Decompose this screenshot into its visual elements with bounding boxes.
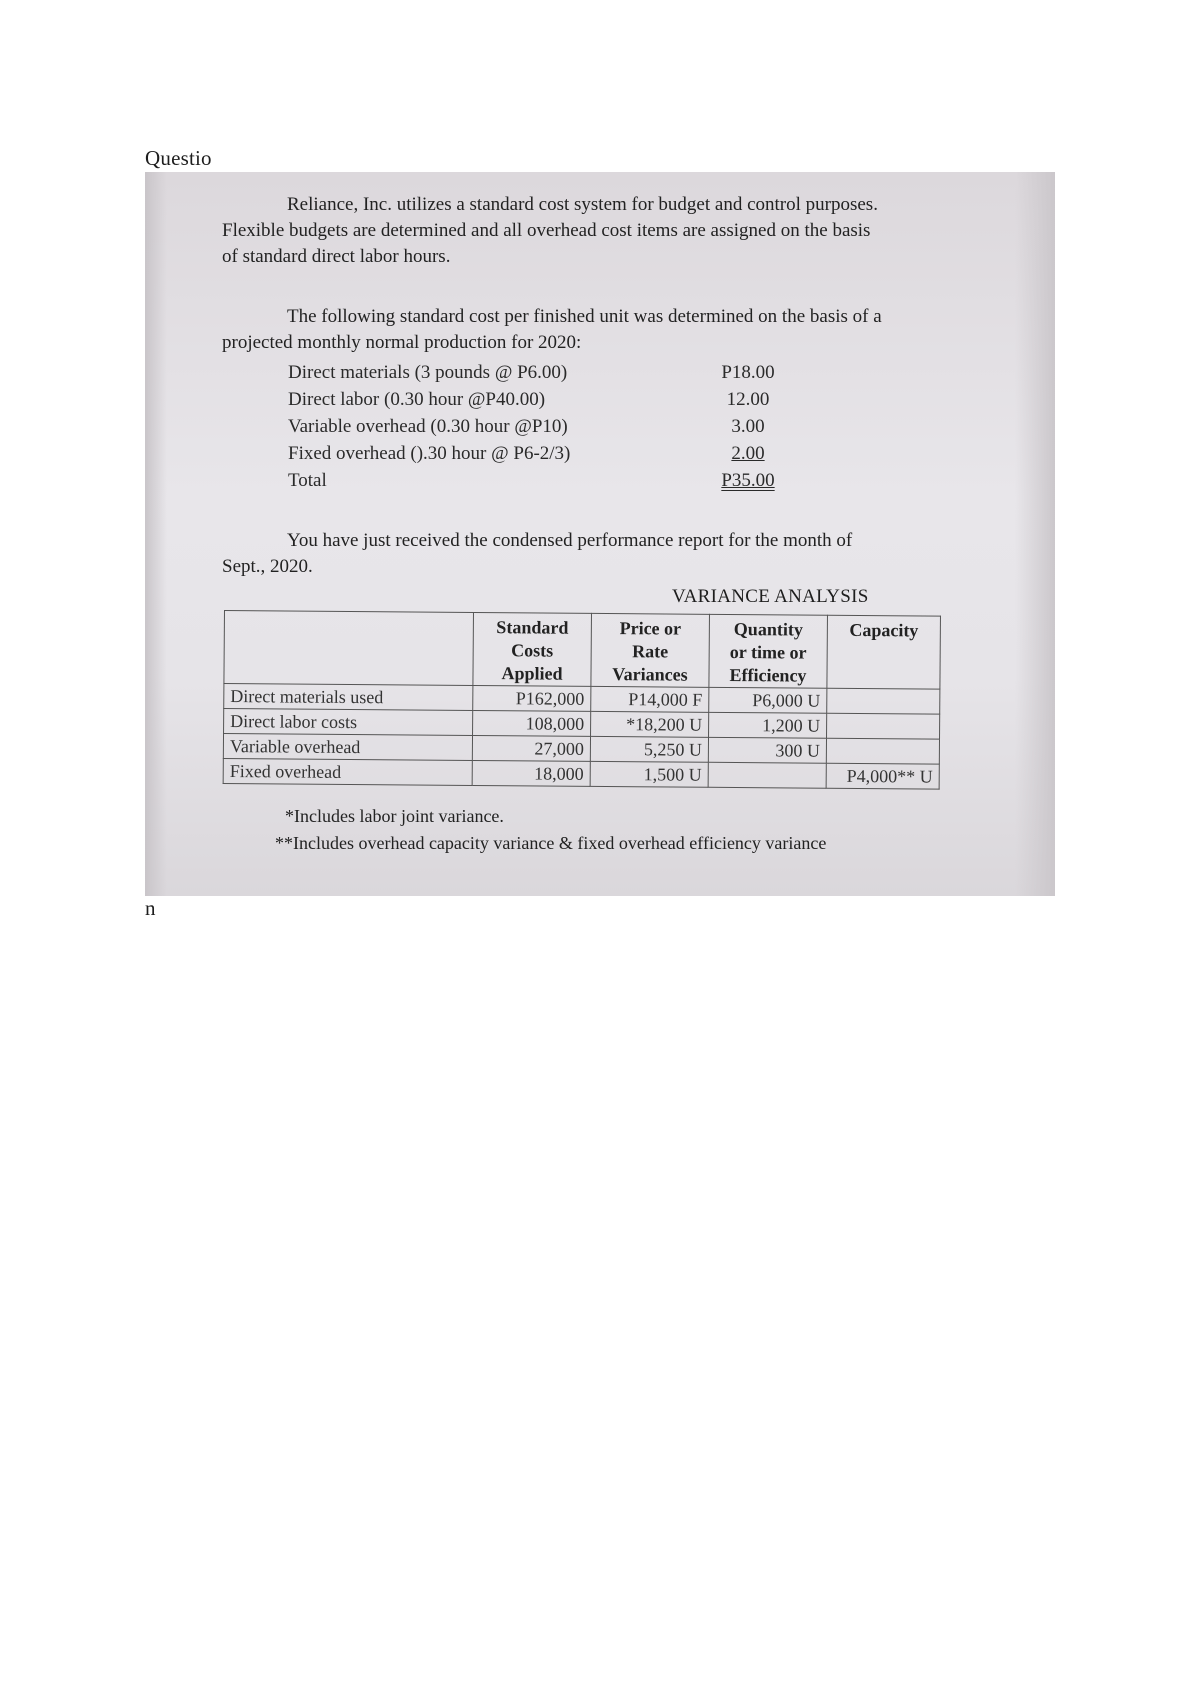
cost-label: Direct labor (0.30 hour @P40.00) bbox=[288, 389, 546, 410]
std-intro-line-1: The following standard cost per finished unit was determined on the basis of a bbox=[287, 306, 882, 327]
standard-cost-row bbox=[288, 443, 818, 465]
footnote-overhead: **Includes overhead capacity variance & fixed overhead efficiency variance bbox=[275, 833, 827, 853]
standard-cost-row bbox=[288, 389, 818, 411]
page-footer: n bbox=[145, 896, 156, 920]
intro-line-3: of standard direct labor hours. bbox=[222, 246, 451, 267]
cost-label: Direct materials (3 pounds @ P6.00) bbox=[288, 362, 568, 383]
row-label: Variable overhead bbox=[223, 734, 472, 761]
capacity-cell: P4,000** U bbox=[826, 763, 939, 789]
quantity-variance-header: Quantity or time or Efficiency bbox=[709, 614, 828, 688]
price-variance-header: Price or Rate Variances bbox=[591, 613, 710, 687]
variance-header-row bbox=[224, 611, 941, 690]
intro-paragraph bbox=[222, 192, 962, 270]
standard-cell: 108,000 bbox=[473, 710, 591, 736]
standard-costs-header: Standard Costs Applied bbox=[473, 612, 592, 686]
cost-total-amount: P35.00 bbox=[721, 470, 775, 491]
cost-label: Fixed overhead ().30 hour @ P6-2/3) bbox=[288, 443, 571, 464]
intro-line-1: Reliance, Inc. utilizes a standard cost system for budget and control purposes. bbox=[287, 194, 878, 215]
variance-table bbox=[223, 610, 941, 790]
standard-cost-row bbox=[288, 416, 818, 438]
intro-line-2: Flexible budgets are determined and all overhead cost items are assigned on the basis bbox=[222, 220, 871, 241]
price-cell: *18,200 U bbox=[591, 711, 709, 737]
row-label: Direct materials used bbox=[224, 684, 473, 711]
row-label: Fixed overhead bbox=[223, 758, 472, 785]
standard-cost-total-row bbox=[288, 470, 818, 492]
standard-cell: P162,000 bbox=[473, 685, 591, 711]
standard-cost-intro bbox=[222, 304, 962, 356]
blank-header-cell bbox=[224, 611, 474, 686]
std-intro-line-2: projected monthly normal production for 2020: bbox=[222, 332, 582, 353]
quantity-cell: P6,000 U bbox=[709, 687, 827, 713]
footnote-labor: *Includes labor joint variance. bbox=[285, 806, 504, 826]
document-photo bbox=[145, 172, 1055, 896]
report-intro-line-2: Sept., 2020. bbox=[222, 556, 313, 577]
price-cell: 1,500 U bbox=[590, 761, 708, 787]
variance-analysis-title: VARIANCE ANALYSIS bbox=[672, 586, 869, 607]
capacity-cell bbox=[827, 688, 940, 714]
price-cell: 5,250 U bbox=[590, 736, 708, 762]
capacity-cell bbox=[826, 738, 939, 764]
standard-cell: 18,000 bbox=[472, 760, 590, 786]
capacity-cell bbox=[827, 713, 940, 739]
page-heading: Questio bbox=[145, 146, 212, 170]
capacity-header: Capacity bbox=[827, 615, 941, 689]
cost-label: Total bbox=[288, 470, 327, 491]
standard-cost-row bbox=[288, 362, 818, 384]
table-row bbox=[223, 758, 939, 789]
cost-amount: 2.00 bbox=[731, 443, 765, 464]
cost-label: Variable overhead (0.30 hour @P10) bbox=[288, 416, 568, 437]
report-intro-line-1: You have just received the condensed performance report for the month of bbox=[287, 530, 853, 551]
quantity-cell: 300 U bbox=[708, 737, 826, 763]
quantity-cell bbox=[708, 762, 826, 788]
report-intro bbox=[222, 528, 962, 580]
standard-cell: 27,000 bbox=[472, 735, 590, 761]
price-cell: P14,000 F bbox=[591, 686, 709, 712]
quantity-cell: 1,200 U bbox=[709, 712, 827, 738]
cost-amount: 3.00 bbox=[731, 416, 765, 437]
cost-amount: 12.00 bbox=[726, 389, 770, 410]
row-label: Direct labor costs bbox=[224, 709, 473, 736]
cost-amount: P18.00 bbox=[721, 362, 775, 383]
